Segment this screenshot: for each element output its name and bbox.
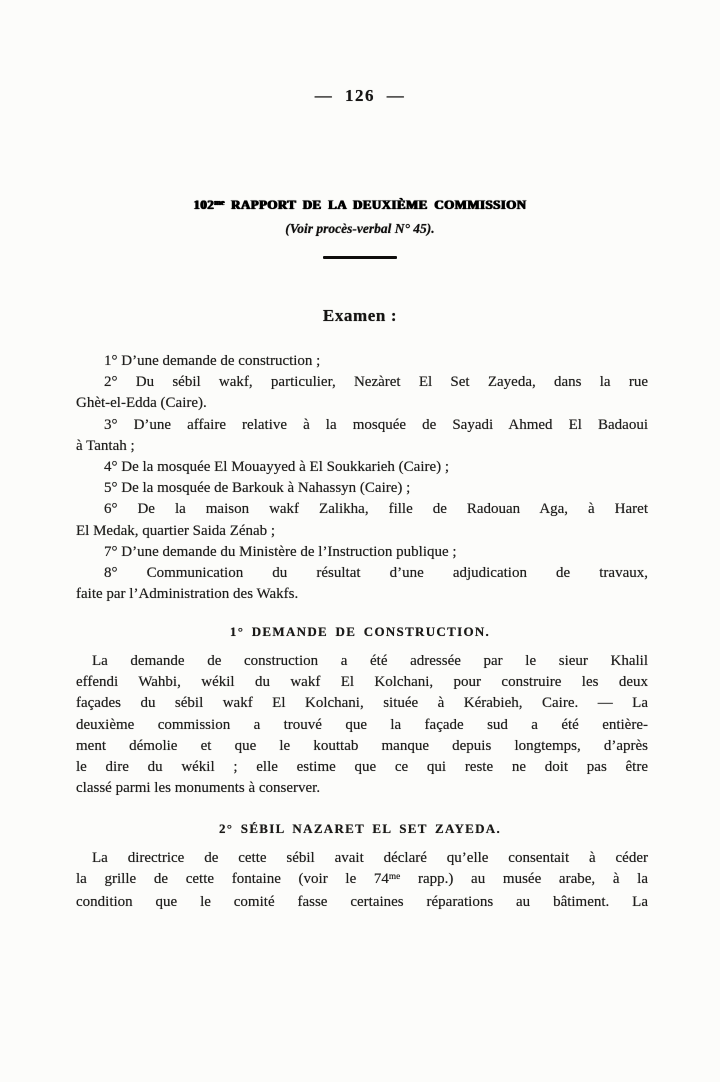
list-item-3-cont: à Tantah ;	[76, 437, 135, 454]
list-item-8-cont: faite par l’Administration des Wakfs.	[76, 586, 299, 603]
ordinal-superscript: me	[388, 872, 401, 883]
separator-rule	[323, 256, 397, 259]
section-1-paragraph	[76, 651, 648, 799]
paragraph-line: effendi Wahbi, wékil du wakf El Kolchani, pour construire les deux	[76, 674, 648, 691]
list-item-3: 3° D’une affaire relative à la mosquée de Sayadi Ahmed El Badaoui	[104, 416, 648, 433]
section-2-paragraph	[76, 848, 648, 914]
paragraph-line: La directrice de cette sébil avait déclaré qu’elle consentait à céder	[92, 850, 648, 866]
list-item-4: 4° De la mosquée El Mouayyed à El Soukkarieh (Caire) ;	[104, 459, 450, 476]
paragraph-line: deuxième commission a trouvé que la façade sud a été entière-	[76, 716, 648, 733]
paragraph-line: classé parmi les monuments à conserver.	[76, 780, 321, 797]
section-1-heading: 1° DEMANDE DE CONSTRUCTION.	[229, 624, 491, 639]
list-item-2-cont: Ghèt-el-Edda (Caire).	[76, 395, 207, 412]
list-item-1: 1° D’une demande de construction ;	[104, 353, 321, 369]
list-item-6-cont: El Medak, quartier Saida Zénab ;	[76, 522, 276, 539]
list-item-2: 2° Du sébil wakf, particulier, Nezàret El Set Zayeda, dans la rue	[104, 374, 648, 391]
paragraph-line: ment démolie et que le kouttab manque depuis longtemps, d’après	[76, 737, 648, 754]
paragraph-line: le dire du wékil ; elle estime que ce qui reste ne doit pas être	[76, 759, 648, 776]
report-title-text: RAPPORT DE LA DEUXIÈME COMMISSION	[224, 197, 527, 212]
list-item-6: 6° De la maison wakf Zalikha, fille de Radouan Aga, à Haret	[104, 501, 648, 518]
report-number: 102	[193, 197, 215, 212]
paragraph-text: la grille de cette fontaine (voir le 74	[76, 871, 389, 888]
section-2-heading: 2° SÉBIL NAZARET EL SET ZAYEDA.	[218, 821, 502, 836]
report-subtitle: (Voir procès-verbal N° 45).	[285, 221, 435, 236]
list-item-8: 8° Communication du résultat d’une adjudication de travaux,	[104, 565, 648, 582]
paragraph-line: condition que le comité fasse certaines réparations au bâtiment. La	[76, 894, 648, 911]
report-title	[0, 197, 720, 213]
paragraph-line: façades du sébil wakf El Kolchani, située à Kérabieh, Caire. — La	[76, 695, 648, 712]
list-item-7: 7° D’une demande du Ministère de l’Instruction publique ;	[104, 543, 457, 560]
list-item-5: 5° De la mosquée de Barkouk à Nahassyn (Caire) ;	[104, 480, 411, 497]
paragraph-line	[76, 869, 648, 892]
paragraph-text: rapp.) au musée arabe, à la	[400, 871, 649, 888]
report-number-ordinal: me	[214, 198, 225, 208]
page-number: — 126 —	[314, 86, 406, 105]
paragraph-line: La demande de construction a été adressée par le sieur Khalil	[92, 653, 648, 669]
examen-list	[76, 351, 648, 605]
examen-heading: Examen :	[322, 306, 398, 325]
